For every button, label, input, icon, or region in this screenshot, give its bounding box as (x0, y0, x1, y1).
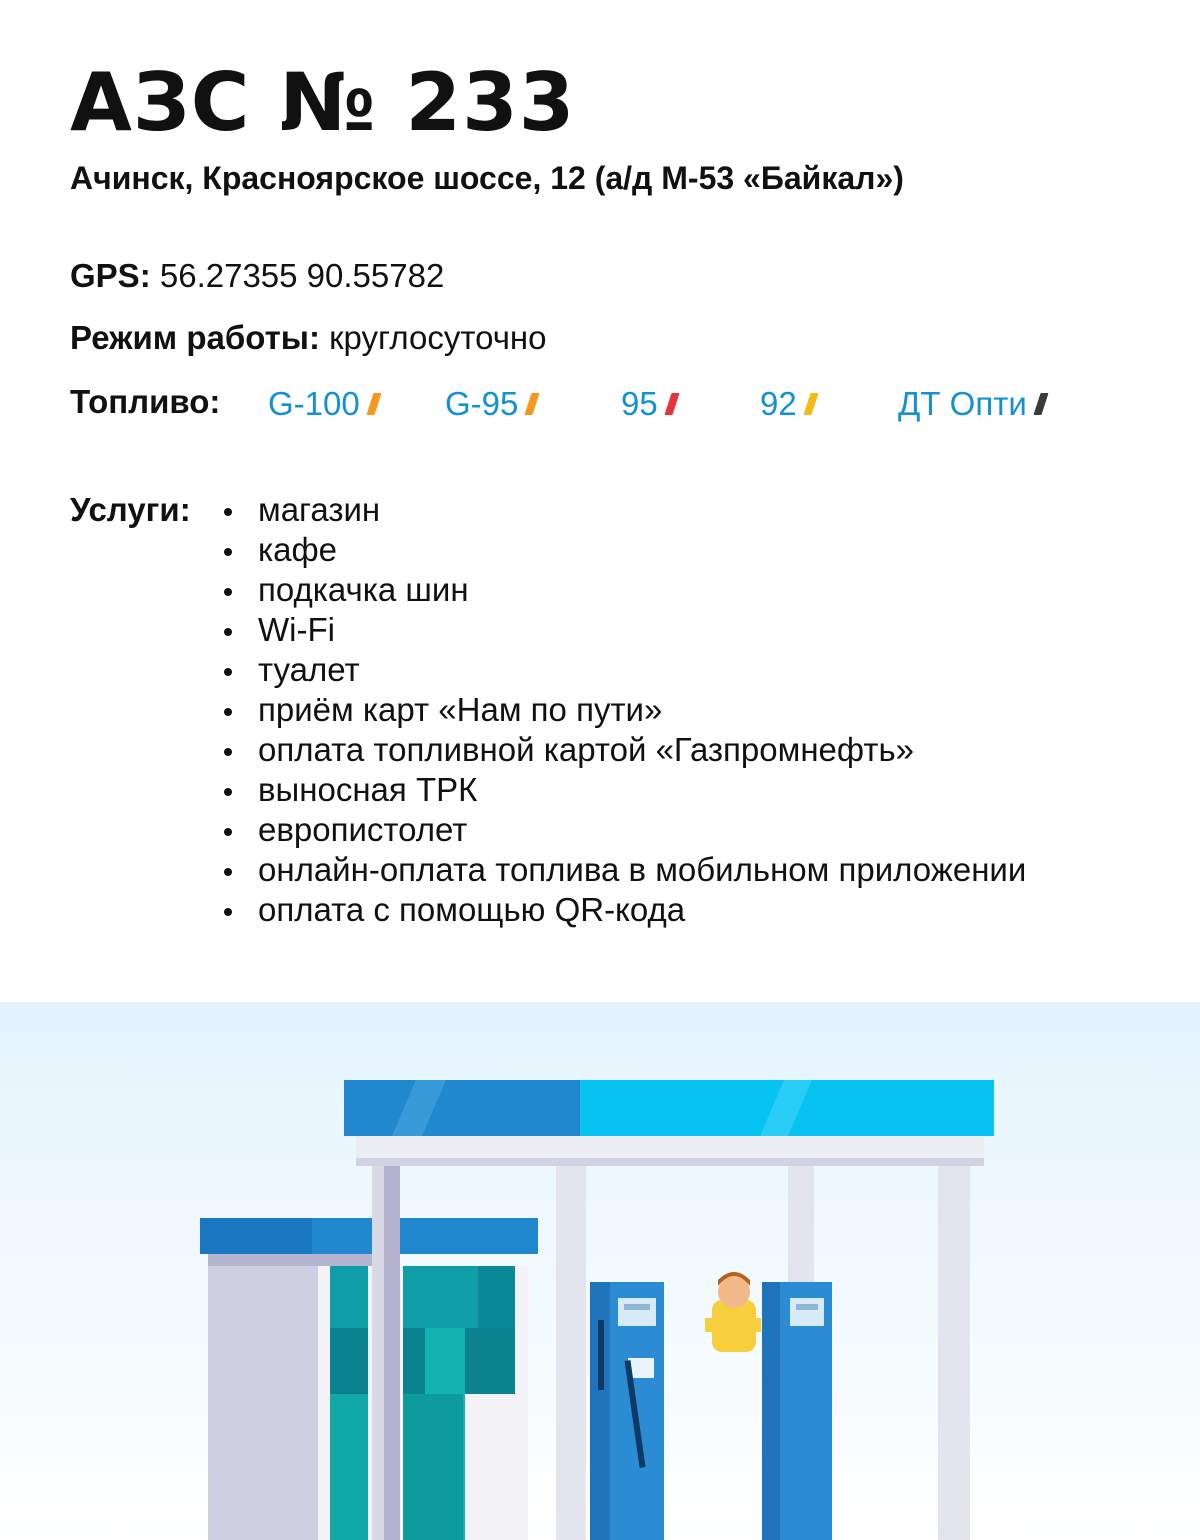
gas-station-illustration (0, 1002, 1200, 1540)
fuel-link-95[interactable] (621, 384, 676, 424)
service-item: подкачка шин (222, 570, 1026, 610)
fuel-marker-icon (803, 393, 818, 415)
service-item: оплата топливной картой «Газпромнефть» (222, 730, 1026, 770)
fuel-name: 95 (621, 385, 658, 422)
fuel-link-dt-opti[interactable] (898, 384, 1045, 424)
fuel-label: Топливо: (70, 383, 221, 420)
fuel-name: G-100 (268, 385, 360, 422)
services-label: Услуги: (70, 491, 191, 528)
service-item: выносная ТРК (222, 770, 1026, 810)
service-item: магазин (222, 490, 1026, 530)
service-item: туалет (222, 650, 1026, 690)
fuel-link-92[interactable] (760, 384, 815, 424)
page-title: АЗС № 233 (70, 56, 576, 149)
service-item: онлайн-оплата топлива в мобильном приложении (222, 850, 1026, 890)
shop-building (200, 1218, 538, 1540)
fuel-name: ДТ Опти (898, 385, 1027, 422)
service-item: европистолет (222, 810, 1026, 850)
canopy-roof (344, 1080, 994, 1136)
station-address: Ачинск, Красноярское шоссе, 12 (а/д М-53 «Байкал») (70, 160, 904, 196)
service-item: Wi-Fi (222, 610, 1026, 650)
fuel-link-g95[interactable] (445, 384, 536, 424)
fuel-name: G-95 (445, 385, 519, 422)
service-item: кафе (222, 530, 1026, 570)
fuel-pump-left (590, 1282, 664, 1540)
services-list (222, 490, 1026, 930)
fuel-pump-right (762, 1282, 832, 1540)
hours-row (70, 318, 546, 358)
service-item: приём карт «Нам по пути» (222, 690, 1026, 730)
fuel-link-g100[interactable] (268, 384, 378, 424)
fuel-name: 92 (760, 385, 797, 422)
fuel-marker-icon (664, 393, 679, 415)
fuel-marker-icon (525, 393, 540, 415)
fuel-marker-icon (1033, 393, 1048, 415)
hours-label: Режим работы: (70, 319, 320, 356)
fuel-marker-icon (366, 393, 381, 415)
hours-value: круглосуточно (329, 319, 547, 356)
gps-row (70, 256, 444, 296)
gps-label: GPS: (70, 257, 151, 294)
service-item: оплата с помощью QR-кода (222, 890, 1026, 930)
gps-value: 56.27355 90.55782 (159, 257, 445, 294)
